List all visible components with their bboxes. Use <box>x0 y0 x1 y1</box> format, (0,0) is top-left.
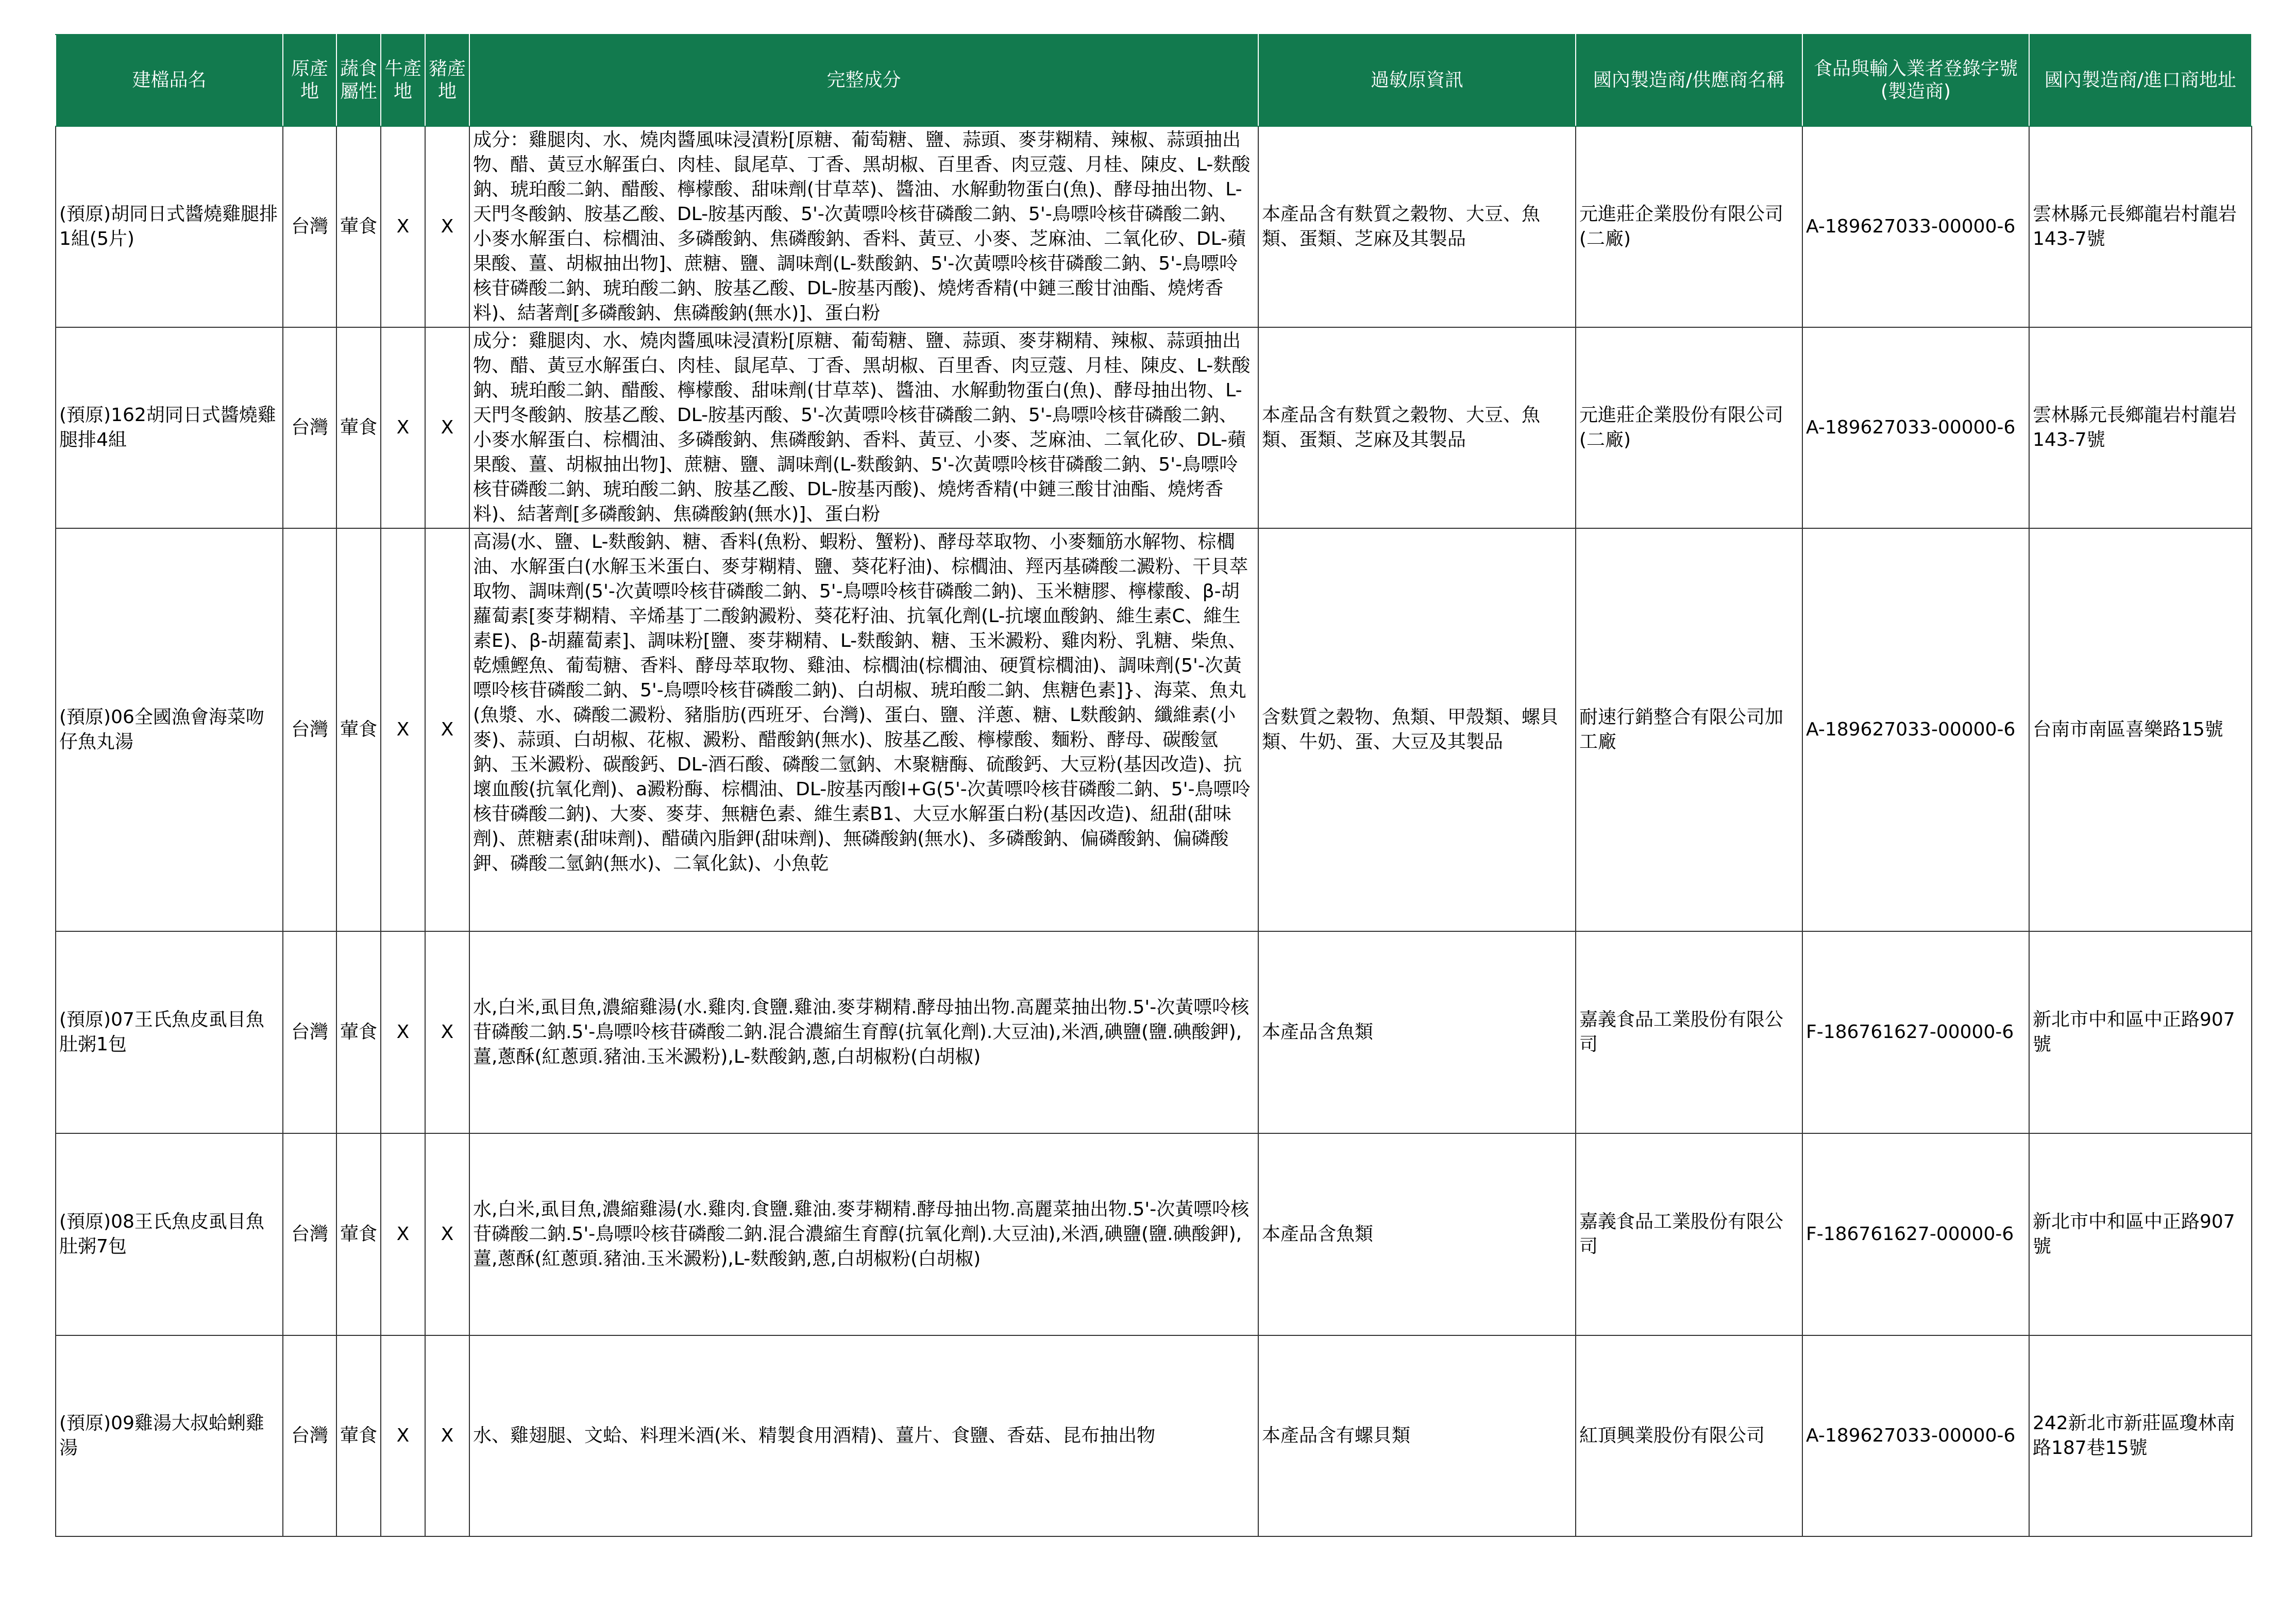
cell-maker: 紅頂興業股份有限公司 <box>1576 1335 1802 1536</box>
cell-origin: 台灣 <box>283 327 336 528</box>
header-product-name: 建檔品名 <box>56 35 283 126</box>
header-origin: 原產地 <box>283 35 336 126</box>
cell-ingredients: 高湯(水、鹽、L-麩酸鈉、糖、香料(魚粉、蝦粉、蟹粉)、酵母萃取物、小麥麵筋水解物、棕櫚油、水解蛋白(水解玉米蛋白、麥芽糊精、鹽、葵花籽油)、棕櫚油、羥丙基磷酸二澱粉、干貝萃取物、調味劑(5'-次黃嘌呤核苷磷酸二鈉、5'-鳥嘌呤核苷磷酸二鈉)、玉米糖膠、檸檬酸、β-胡蘿蔔素[麥芽糊精、辛烯基丁二酸鈉澱粉、葵花籽油、抗氧化劑(L-抗壞血酸鈉、維生素C、維生素E)、β-胡蘿蔔素]、調味粉[鹽、麥芽糊精、L-麩酸鈉、糖、玉米澱粉、雞肉粉、乳糖、柴魚、乾燻鰹魚、葡萄糖、香料、酵母萃取物、雞油、棕櫚油(棕櫚油、硬質棕櫚油)、調味劑(5'-次黃嘌呤核苷磷酸二鈉、5'-鳥嘌呤核苷磷酸二鈉)、白胡椒、琥珀酸二鈉、焦糖色素]}、海菜、魚丸(魚漿、水、磷酸二澱粉、豬脂肪(西班牙、台灣)、蛋白、鹽、洋蔥、糖、L麩酸鈉、纖維素(小麥)、蒜頭、白胡椒、花椒、澱粉、醋酸鈉(無水)、胺基乙酸、檸檬酸、麵粉、酵母、碳酸氫鈉、玉米澱粉、碳酸鈣、DL-酒石酸、磷酸二氫鈉、木聚糖酶、硫酸鈣、大豆粉(基因改造)、抗壞血酸(抗氧化劑)、a澱粉酶、棕櫚油、DL-胺基丙酸I+G(5'-次黃嘌呤核苷磷酸二鈉、5'-鳥嘌呤核苷磷酸二鈉)、大麥、麥芽、無糖色素、維生素B1、大豆水解蛋白粉(基因改造)、紐甜(甜味劑)、蔗糖素(甜味劑)、醋磺內脂鉀(甜味劑)、無磷酸鈉(無水)、多磷酸鈉、偏磷酸鈉、偏磷酸鉀、磷酸二氫鈉(無水)、二氧化鈦)、小魚乾 <box>469 528 1258 931</box>
cell-veg: 葷食 <box>336 528 381 931</box>
header-veg: 蔬食屬性 <box>336 35 381 126</box>
cell-origin: 台灣 <box>283 1133 336 1335</box>
cell-pork-origin: X <box>425 327 469 528</box>
cell-product-name: (預原)162胡同日式醬燒雞腿排4組 <box>56 327 283 528</box>
cell-product-name: (預原)06全國漁會海菜吻仔魚丸湯 <box>56 528 283 931</box>
cell-beef-origin: X <box>381 1133 425 1335</box>
cell-beef-origin: X <box>381 126 425 327</box>
cell-address: 新北市中和區中正路907號 <box>2029 931 2252 1133</box>
table-row <box>56 126 2252 327</box>
cell-veg: 葷食 <box>336 126 381 327</box>
cell-pork-origin: X <box>425 1133 469 1335</box>
product-table <box>55 34 2252 1537</box>
header-registration: 食品與輸入業者登錄字號(製造商) <box>1802 35 2029 126</box>
cell-origin: 台灣 <box>283 931 336 1133</box>
cell-allergen: 本產品含魚類 <box>1258 931 1576 1133</box>
cell-registration: A-189627033-00000-6 <box>1802 126 2029 327</box>
cell-maker: 耐速行銷整合有限公司加工廠 <box>1576 528 1802 931</box>
cell-registration: A-189627033-00000-6 <box>1802 528 2029 931</box>
cell-maker: 元進莊企業股份有限公司(二廠) <box>1576 126 1802 327</box>
cell-product-name: (預原)07王氏魚皮虱目魚肚粥1包 <box>56 931 283 1133</box>
cell-origin: 台灣 <box>283 1335 336 1536</box>
cell-registration: F-186761627-00000-6 <box>1802 931 2029 1133</box>
cell-allergen: 本產品含有螺貝類 <box>1258 1335 1576 1536</box>
cell-address: 雲林縣元長鄉龍岩村龍岩143-7號 <box>2029 126 2252 327</box>
cell-address: 新北市中和區中正路907號 <box>2029 1133 2252 1335</box>
header-pork-origin: 豬產地 <box>425 35 469 126</box>
table-row <box>56 931 2252 1133</box>
cell-allergen: 本產品含有麩質之穀物、大豆、魚類、蛋類、芝麻及其製品 <box>1258 126 1576 327</box>
table-row <box>56 1335 2252 1536</box>
cell-maker: 嘉義食品工業股份有限公司 <box>1576 1133 1802 1335</box>
cell-pork-origin: X <box>425 931 469 1133</box>
cell-allergen: 含麩質之穀物、魚類、甲殼類、螺貝類、牛奶、蛋、大豆及其製品 <box>1258 528 1576 931</box>
cell-registration: A-189627033-00000-6 <box>1802 1335 2029 1536</box>
cell-pork-origin: X <box>425 1335 469 1536</box>
table-row <box>56 528 2252 931</box>
cell-ingredients: 水,白米,虱目魚,濃縮雞湯(水.雞肉.食鹽.雞油.麥芽糊精.酵母抽出物.高麗菜抽出物.5'-次黃嘌呤核苷磷酸二鈉.5'-鳥嘌呤核苷磷酸二鈉.混合濃縮生育醇(抗氧化劑).大豆油),米酒,碘鹽(鹽.碘酸鉀),薑,蔥酥(紅蔥頭.豬油.玉米澱粉),L-麩酸鈉,蔥,白胡椒粉(白胡椒) <box>469 931 1258 1133</box>
cell-origin: 台灣 <box>283 126 336 327</box>
cell-beef-origin: X <box>381 528 425 931</box>
cell-allergen: 本產品含魚類 <box>1258 1133 1576 1335</box>
cell-product-name: (預原)胡同日式醬燒雞腿排1組(5片) <box>56 126 283 327</box>
cell-beef-origin: X <box>381 1335 425 1536</box>
cell-address: 台南市南區喜樂路15號 <box>2029 528 2252 931</box>
cell-veg: 葷食 <box>336 931 381 1133</box>
table-row <box>56 327 2252 528</box>
cell-ingredients: 成分：雞腿肉、水、燒肉醬風味浸漬粉[原糖、葡萄糖、鹽、蒜頭、麥芽糊精、辣椒、蒜頭抽出物、醋、黃豆水解蛋白、肉桂、鼠尾草、丁香、黑胡椒、百里香、肉豆蔻、月桂、陳皮、L-麩酸鈉、琥珀酸二鈉、醋酸、檸檬酸、甜味劑(甘草萃)、醬油、水解動物蛋白(魚)、酵母抽出物、L-天門冬酸鈉、胺基乙酸、DL-胺基丙酸、5'-次黃嘌呤核苷磷酸二鈉、5'-鳥嘌呤核苷磷酸二鈉、小麥水解蛋白、棕櫚油、多磷酸鈉、焦磷酸鈉、香料、黃豆、小麥、芝麻油、二氧化矽、DL-蘋果酸、薑、胡椒抽出物]、蔗糖、鹽、調味劑(L-麩酸鈉、5'-次黃嘌呤核苷磷酸二鈉、5'-鳥嘌呤核苷磷酸二鈉、琥珀酸二鈉、胺基乙酸、DL-胺基丙酸)、燒烤香精(中鏈三酸甘油酯、燒烤香料)、結著劑[多磷酸鈉、焦磷酸鈉(無水)]、蛋白粉 <box>469 327 1258 528</box>
header-maker: 國內製造商/供應商名稱 <box>1576 35 1802 126</box>
cell-beef-origin: X <box>381 327 425 528</box>
header-ingredients: 完整成分 <box>469 35 1258 126</box>
cell-address: 雲林縣元長鄉龍岩村龍岩143-7號 <box>2029 327 2252 528</box>
cell-allergen: 本產品含有麩質之穀物、大豆、魚類、蛋類、芝麻及其製品 <box>1258 327 1576 528</box>
header-allergen: 過敏原資訊 <box>1258 35 1576 126</box>
cell-registration: F-186761627-00000-6 <box>1802 1133 2029 1335</box>
cell-veg: 葷食 <box>336 1335 381 1536</box>
header-row <box>56 35 2252 126</box>
cell-pork-origin: X <box>425 126 469 327</box>
header-beef-origin: 牛產地 <box>381 35 425 126</box>
cell-registration: A-189627033-00000-6 <box>1802 327 2029 528</box>
cell-ingredients: 水,白米,虱目魚,濃縮雞湯(水.雞肉.食鹽.雞油.麥芽糊精.酵母抽出物.高麗菜抽出物.5'-次黃嘌呤核苷磷酸二鈉.5'-鳥嘌呤核苷磷酸二鈉.混合濃縮生育醇(抗氧化劑).大豆油),米酒,碘鹽(鹽.碘酸鉀),薑,蔥酥(紅蔥頭.豬油.玉米澱粉),L-麩酸鈉,蔥,白胡椒粉(白胡椒) <box>469 1133 1258 1335</box>
cell-ingredients: 成分：雞腿肉、水、燒肉醬風味浸漬粉[原糖、葡萄糖、鹽、蒜頭、麥芽糊精、辣椒、蒜頭抽出物、醋、黃豆水解蛋白、肉桂、鼠尾草、丁香、黑胡椒、百里香、肉豆蔻、月桂、陳皮、L-麩酸鈉、琥珀酸二鈉、醋酸、檸檬酸、甜味劑(甘草萃)、醬油、水解動物蛋白(魚)、酵母抽出物、L-天門冬酸鈉、胺基乙酸、DL-胺基丙酸、5'-次黃嘌呤核苷磷酸二鈉、5'-鳥嘌呤核苷磷酸二鈉、小麥水解蛋白、棕櫚油、多磷酸鈉、焦磷酸鈉、香料、黃豆、小麥、芝麻油、二氧化矽、DL-蘋果酸、薑、胡椒抽出物]、蔗糖、鹽、調味劑(L-麩酸鈉、5'-次黃嘌呤核苷磷酸二鈉、5'-鳥嘌呤核苷磷酸二鈉、琥珀酸二鈉、胺基乙酸、DL-胺基丙酸)、燒烤香精(中鏈三酸甘油酯、燒烤香料)、結著劑[多磷酸鈉、焦磷酸鈉(無水)]、蛋白粉 <box>469 126 1258 327</box>
cell-address: 242新北市新莊區瓊林南路187巷15號 <box>2029 1335 2252 1536</box>
cell-product-name: (預原)09雞湯大叔蛤蜊雞湯 <box>56 1335 283 1536</box>
cell-veg: 葷食 <box>336 1133 381 1335</box>
cell-maker: 元進莊企業股份有限公司(二廠) <box>1576 327 1802 528</box>
header-address: 國內製造商/進口商地址 <box>2029 35 2252 126</box>
cell-product-name: (預原)08王氏魚皮虱目魚肚粥7包 <box>56 1133 283 1335</box>
table-row <box>56 1133 2252 1335</box>
cell-ingredients: 水、雞翅腿、文蛤、料理米酒(米、精製食用酒精)、薑片、食鹽、香菇、昆布抽出物 <box>469 1335 1258 1536</box>
cell-pork-origin: X <box>425 528 469 931</box>
cell-veg: 葷食 <box>336 327 381 528</box>
cell-maker: 嘉義食品工業股份有限公司 <box>1576 931 1802 1133</box>
cell-beef-origin: X <box>381 931 425 1133</box>
cell-origin: 台灣 <box>283 528 336 931</box>
